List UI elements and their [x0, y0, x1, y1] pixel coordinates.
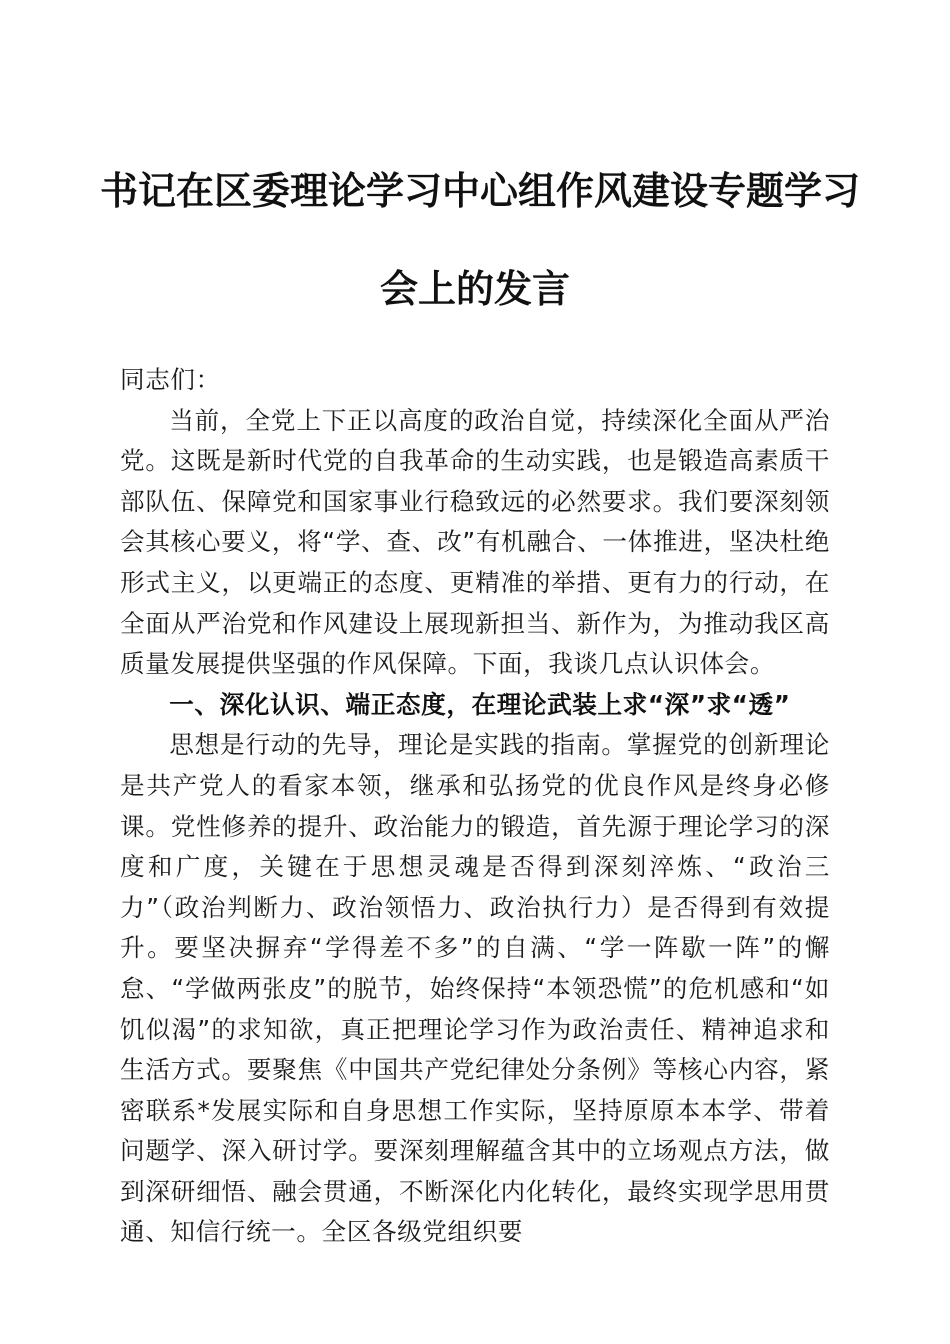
salutation: 同志们：	[120, 365, 221, 394]
document-title-line-1: 书记在区委理论学习中心组作风建设专题学习	[100, 168, 861, 213]
document-body	[120, 360, 830, 1253]
section-1-paragraph: 思想是行动的先导，理论是实践的指南。掌握党的创新理论是共产党人的看家本领，继承和弘扬党的优良作风是终身必修课。党性修养的提升、政治能力的锻造，首先源于理论学习的深度和广度，关键在于思想灵魂是否得到深刻淬炼、“政治三力”（政治判断力、政治领悟力、政治执行力）是否得到有效提升。要坚决摒弃“学得差不多”的自满、“学一阵歇一阵”的懈怠、“学做两张皮”的脱节，始终保持“本领恐慌”的危机感和“如饥似渴”的求知欲，真正把理论学习作为政治责任、精神追求和生活方式。要聚焦《中国共产党纪律处分条例》等核心内容，紧密联系*发展实际和自身思想工作实际，坚持原原本本学、带着问题学、深入研讨学。要深刻理解蕴含其中的立场观点方法，做到深研细悟、融会贯通，不断深化内化转化，最终实现学思用贯通、知信行统一。全区各级党组织要	[120, 730, 830, 1247]
intro-paragraph: 当前，全党上下正以高度的政治自觉，持续深化全面从严治党。这既是新时代党的自我革命的生动实践，也是锻造高素质干部队伍、保障党和国家事业行稳致远的必然要求。我们要深刻领会其核心要义，将“学、查、改”有机融合、一体推进，坚决杜绝形式主义，以更端正的态度、更精准的举措、更有力的行动，在全面从严治党和作风建设上展现新担当、新作为，为推动我区高质量发展提供坚强的作风保障。下面，我谈几点认识体会。	[120, 405, 830, 679]
section-heading-1: 一、深化认识、端正态度，在理论武装上求“深”求“透”	[169, 689, 791, 719]
document-title-line-2: 会上的发言	[379, 266, 570, 311]
